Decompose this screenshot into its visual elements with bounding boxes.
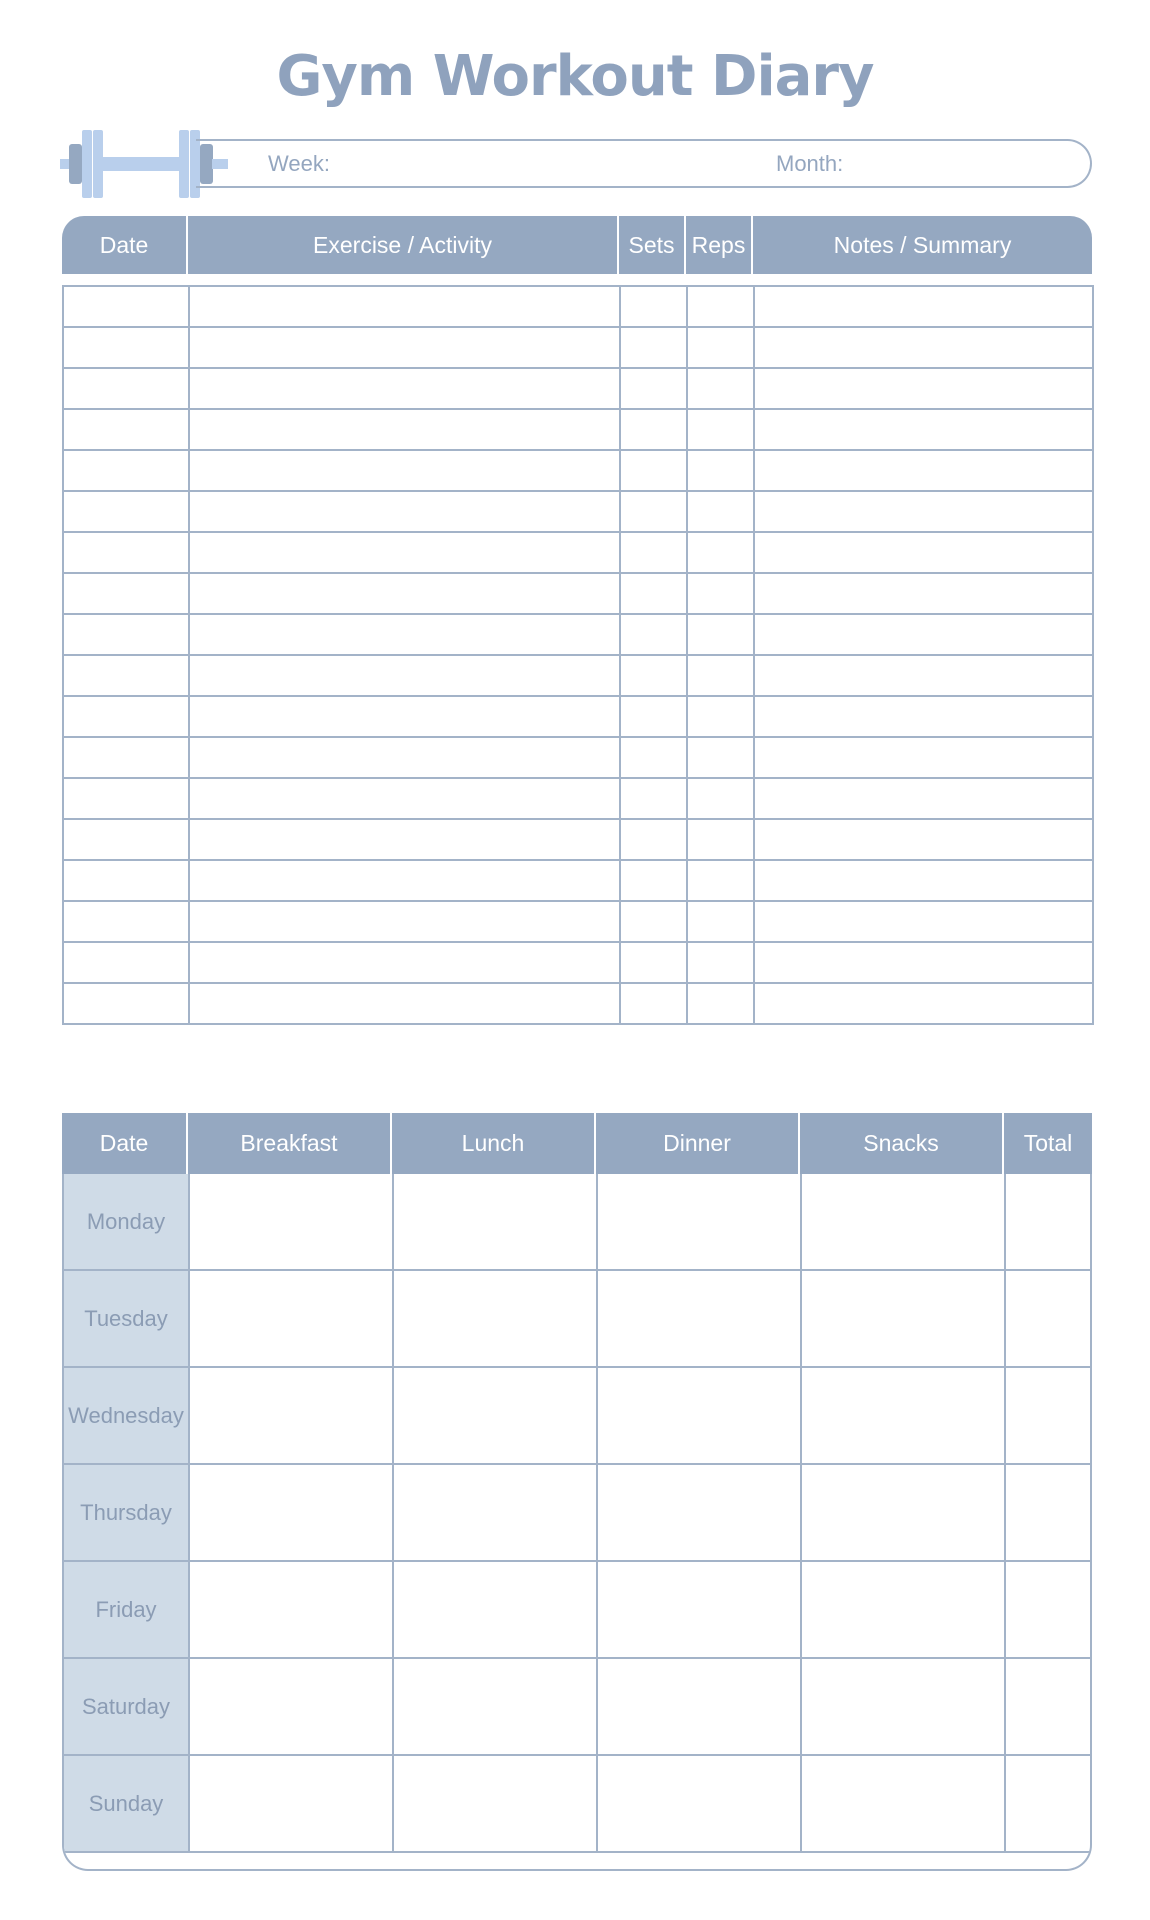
workout-cell[interactable] — [63, 368, 189, 409]
meal-cell[interactable] — [597, 1561, 801, 1658]
workout-cell[interactable] — [63, 614, 189, 655]
workout-cell[interactable] — [63, 983, 189, 1024]
workout-cell[interactable] — [63, 696, 189, 737]
workout-cell[interactable] — [189, 327, 620, 368]
meal-cell[interactable] — [801, 1464, 1005, 1561]
page-title: Gym Workout Diary — [276, 44, 874, 109]
workout-cell[interactable] — [687, 409, 754, 450]
meal-cell[interactable] — [1005, 1270, 1092, 1367]
workout-cell[interactable] — [687, 491, 754, 532]
workout-row — [63, 655, 1093, 696]
workout-cell[interactable] — [687, 286, 754, 327]
meal-cell[interactable] — [189, 1464, 393, 1561]
meal-cell[interactable] — [393, 1658, 597, 1755]
workout-cell[interactable] — [754, 737, 1093, 778]
meal-row — [63, 1367, 1092, 1464]
workout-cell[interactable] — [620, 696, 687, 737]
workout-cell[interactable] — [754, 901, 1093, 942]
workout-cell[interactable] — [189, 614, 620, 655]
meal-row — [63, 1658, 1092, 1755]
meal-cell[interactable] — [393, 1561, 597, 1658]
workout-row — [63, 696, 1093, 737]
workout-cell[interactable] — [687, 368, 754, 409]
workout-cell[interactable] — [687, 532, 754, 573]
meal-row — [63, 1755, 1092, 1852]
workout-cell[interactable] — [63, 573, 189, 614]
meal-cell[interactable] — [597, 1464, 801, 1561]
day-label: Friday — [63, 1561, 189, 1658]
workout-cell[interactable] — [754, 942, 1093, 983]
meal-cell[interactable] — [393, 1270, 597, 1367]
day-label: Tuesday — [63, 1270, 189, 1367]
workout-cell[interactable] — [189, 368, 620, 409]
workout-row — [63, 532, 1093, 573]
workout-row — [63, 983, 1093, 1024]
workout-cell[interactable] — [687, 450, 754, 491]
workout-cell[interactable] — [754, 655, 1093, 696]
workout-cell[interactable] — [189, 737, 620, 778]
workout-cell[interactable] — [687, 737, 754, 778]
week-month-bar — [196, 139, 1092, 188]
meal-cell[interactable] — [801, 1367, 1005, 1464]
meal-cell[interactable] — [801, 1174, 1005, 1270]
workout-cell[interactable] — [754, 409, 1093, 450]
workout-cell[interactable] — [620, 819, 687, 860]
workout-cell[interactable] — [620, 327, 687, 368]
meal-cell[interactable] — [801, 1561, 1005, 1658]
workout-row — [63, 901, 1093, 942]
workout-cell[interactable] — [620, 491, 687, 532]
meal-col-total: Total — [1023, 1130, 1073, 1156]
meal-row — [63, 1561, 1092, 1658]
workout-cell[interactable] — [620, 737, 687, 778]
workout-cell[interactable] — [63, 778, 189, 819]
workout-cell[interactable] — [754, 491, 1093, 532]
workout-cell[interactable] — [63, 327, 189, 368]
meal-row — [63, 1464, 1092, 1561]
workout-cell[interactable] — [63, 737, 189, 778]
workout-cell[interactable] — [63, 450, 189, 491]
workout-cell[interactable] — [620, 532, 687, 573]
workout-cell[interactable] — [754, 696, 1093, 737]
col-reps: Reps — [686, 216, 753, 274]
workout-row — [63, 368, 1093, 409]
workout-cell[interactable] — [620, 655, 687, 696]
meal-cell[interactable] — [189, 1174, 393, 1270]
workout-row — [63, 860, 1093, 901]
meal-cell[interactable] — [189, 1755, 393, 1852]
workout-cell[interactable] — [687, 573, 754, 614]
workout-table-header — [62, 216, 1092, 274]
workout-cell[interactable] — [620, 983, 687, 1024]
meal-col-dinner: Dinner — [596, 1113, 800, 1174]
workout-cell[interactable] — [620, 614, 687, 655]
workout-cell[interactable] — [754, 819, 1093, 860]
meal-cell[interactable] — [393, 1174, 597, 1270]
meal-cell[interactable] — [1005, 1658, 1092, 1755]
workout-cell[interactable] — [189, 819, 620, 860]
workout-row — [63, 942, 1093, 983]
workout-cell[interactable] — [189, 409, 620, 450]
day-label: Sunday — [63, 1755, 189, 1852]
workout-cell[interactable] — [189, 655, 620, 696]
workout-cell[interactable] — [620, 778, 687, 819]
workout-cell[interactable] — [754, 368, 1093, 409]
workout-cell[interactable] — [687, 778, 754, 819]
workout-row — [63, 450, 1093, 491]
workout-cell[interactable] — [687, 655, 754, 696]
workout-cell[interactable] — [620, 286, 687, 327]
workout-row — [63, 286, 1093, 327]
workout-cell[interactable] — [620, 450, 687, 491]
meal-cell[interactable] — [189, 1658, 393, 1755]
workout-cell[interactable] — [754, 573, 1093, 614]
col-sets: Sets — [619, 216, 686, 274]
workout-cell[interactable] — [189, 573, 620, 614]
workout-cell[interactable] — [687, 860, 754, 901]
day-label: Saturday — [63, 1658, 189, 1755]
meal-col-date: Date — [62, 1113, 188, 1174]
meal-cell[interactable] — [393, 1367, 597, 1464]
meal-cell[interactable] — [189, 1270, 393, 1367]
workout-cell[interactable] — [63, 655, 189, 696]
workout-row — [63, 327, 1093, 368]
workout-cell[interactable] — [63, 860, 189, 901]
workout-cell[interactable] — [189, 696, 620, 737]
workout-cell[interactable] — [63, 491, 189, 532]
meal-cell[interactable] — [189, 1561, 393, 1658]
day-label: Thursday — [63, 1464, 189, 1561]
workout-cell[interactable] — [63, 409, 189, 450]
meal-table-header — [62, 1113, 1092, 1174]
workout-cell[interactable] — [189, 860, 620, 901]
month-label: Month: — [776, 151, 844, 176]
workout-cell[interactable] — [63, 942, 189, 983]
meal-cell[interactable] — [597, 1270, 801, 1367]
workout-cell[interactable] — [189, 942, 620, 983]
meal-cell[interactable] — [189, 1367, 393, 1464]
workout-table — [62, 285, 1094, 1025]
meal-cell[interactable] — [1005, 1561, 1092, 1658]
workout-cell[interactable] — [620, 901, 687, 942]
workout-cell[interactable] — [687, 696, 754, 737]
meal-cell[interactable] — [1005, 1464, 1092, 1561]
meal-cell[interactable] — [597, 1755, 801, 1852]
workout-row — [63, 409, 1093, 450]
workout-cell[interactable] — [754, 450, 1093, 491]
workout-cell[interactable] — [754, 614, 1093, 655]
workout-cell[interactable] — [754, 327, 1093, 368]
workout-cell[interactable] — [687, 614, 754, 655]
workout-cell[interactable] — [189, 532, 620, 573]
workout-cell[interactable] — [754, 983, 1093, 1024]
workout-row — [63, 614, 1093, 655]
workout-cell[interactable] — [754, 286, 1093, 327]
workout-cell[interactable] — [189, 901, 620, 942]
meal-cell[interactable] — [801, 1658, 1005, 1755]
workout-cell[interactable] — [63, 286, 189, 327]
day-label: Monday — [63, 1174, 189, 1270]
week-label: Week: — [268, 151, 330, 176]
meal-cell[interactable] — [1005, 1367, 1092, 1464]
meal-cell[interactable] — [393, 1464, 597, 1561]
workout-cell[interactable] — [189, 983, 620, 1024]
meal-col-snacks: Snacks — [800, 1113, 1004, 1174]
workout-cell[interactable] — [189, 286, 620, 327]
workout-cell[interactable] — [620, 860, 687, 901]
meal-table — [62, 1174, 1092, 1871]
meal-row — [63, 1270, 1092, 1367]
col-exercise: Exercise / Activity — [188, 216, 619, 274]
meal-cell[interactable] — [597, 1174, 801, 1270]
workout-cell[interactable] — [189, 491, 620, 532]
workout-row — [63, 819, 1093, 860]
meal-col-breakfast: Breakfast — [188, 1113, 392, 1174]
workout-cell[interactable] — [63, 532, 189, 573]
col-date: Date — [62, 216, 188, 274]
workout-row — [63, 778, 1093, 819]
meal-cell[interactable] — [597, 1658, 801, 1755]
meal-cell[interactable] — [1005, 1755, 1092, 1852]
meal-cell[interactable] — [1005, 1174, 1092, 1270]
meal-cell[interactable] — [597, 1367, 801, 1464]
workout-row — [63, 491, 1093, 532]
day-label: Wednesday — [63, 1367, 189, 1464]
workout-cell[interactable] — [620, 573, 687, 614]
workout-cell[interactable] — [687, 942, 754, 983]
workout-cell[interactable] — [687, 819, 754, 860]
workout-row — [63, 573, 1093, 614]
workout-cell[interactable] — [189, 778, 620, 819]
meal-cell[interactable] — [801, 1755, 1005, 1852]
workout-cell[interactable] — [189, 450, 620, 491]
workout-cell[interactable] — [754, 778, 1093, 819]
workout-cell[interactable] — [63, 901, 189, 942]
workout-cell[interactable] — [754, 532, 1093, 573]
meal-row — [63, 1174, 1092, 1270]
workout-cell[interactable] — [63, 819, 189, 860]
meal-cell[interactable] — [801, 1270, 1005, 1367]
col-notes: Notes / Summary — [833, 231, 1012, 258]
workout-cell[interactable] — [687, 901, 754, 942]
workout-cell[interactable] — [687, 983, 754, 1024]
workout-cell[interactable] — [620, 368, 687, 409]
meal-col-lunch: Lunch — [392, 1113, 596, 1174]
workout-cell[interactable] — [754, 860, 1093, 901]
workout-cell[interactable] — [620, 409, 687, 450]
workout-row — [63, 737, 1093, 778]
meal-cell[interactable] — [393, 1755, 597, 1852]
workout-cell[interactable] — [687, 327, 754, 368]
workout-cell[interactable] — [620, 942, 687, 983]
